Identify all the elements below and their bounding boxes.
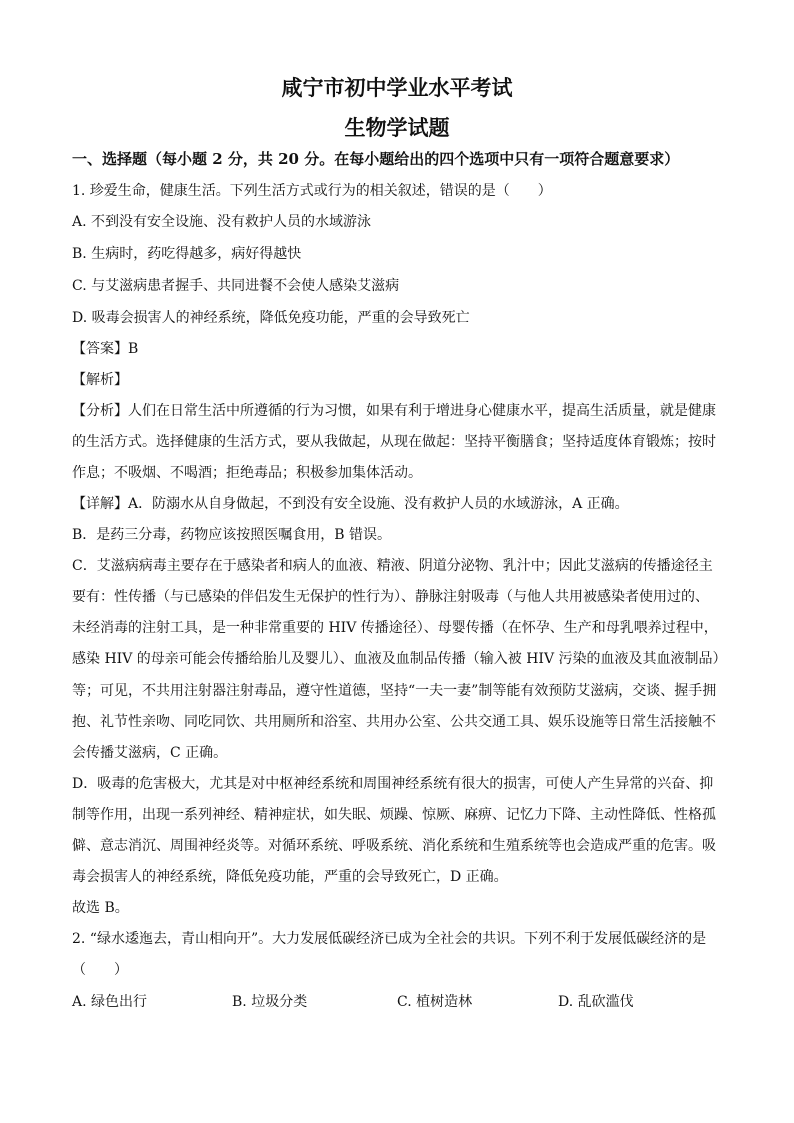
question-1-option-c: C. 与艾滋病患者握手、共同进餐不会使人感染艾滋病 xyxy=(72,278,400,294)
question-1-stem: 1. 珍爱生命，健康生活。下列生活方式或行为的相关叙述，错误的是（ ） xyxy=(72,183,552,199)
explanation-line: 未经消毒的注射工具，是一种非常重要的 HIV 传播途径）、母婴传播（在怀孕、生产和母乳喂养过程中， xyxy=(72,620,718,636)
question-1-option-a: A. 不到没有安全设施、没有救护人员的水域游泳 xyxy=(72,214,372,230)
answer-line xyxy=(72,340,724,358)
question-2-stem: 2. “绿水逶迤去，青山相向开”。大力发展低碳经济已成为全社会的共识。下列不利于发展低碳经济的是 xyxy=(72,931,707,947)
exam-subtitle: 生物学试题 xyxy=(344,115,450,140)
explanation-line: C．艾滋病病毒主要存在于感染者和病人的血液、精液、阴道分泌物、乳汁中；因此艾滋病的传播途径主 xyxy=(72,558,713,574)
exam-title: 咸宁市初中学业水平考试 xyxy=(281,75,513,100)
explanation-line: 【分析】人们在日常生活中所遵循的行为习惯，如果有利于增进身心健康水平，提高生活质量，就是健康 xyxy=(72,403,716,419)
explanation-line: 制等作用，出现一系列神经、精神症状，如失眠、烦躁、惊厥、麻痹、记忆力下降、主动性降低、性格孤 xyxy=(72,807,716,823)
question-2-option-b: B. 垃圾分类 xyxy=(232,994,308,1010)
explanation-line: 毒会损害人的神经系统，降低免疫功能，严重的会导致死亡，D 正确。 xyxy=(72,869,508,885)
answer-value: B xyxy=(128,341,139,357)
explanation-line: 的生活方式。选择健康的生活方式，要从我做起，从现在做起：坚持平衡膳食；坚持适度体育锻炼；按时 xyxy=(72,434,716,450)
explanation-line: 作息；不吸烟、不喝酒；拒绝毒品；积极参加集体活动。 xyxy=(72,465,422,481)
explanation-line: 会传播艾滋病，C 正确。 xyxy=(72,745,228,761)
explanation-line: B．是药三分毒，药物应该按照医嘱食用，B 错误。 xyxy=(72,527,392,543)
question-1-option-d: D. 吸毒会损害人的神经系统，降低免疫功能，严重的会导致死亡 xyxy=(72,310,470,326)
explanation-line: 等；可见，不共用注射器注射毒品，遵守性道德，坚持“一夫一妻”制等能有效预防艾滋病，交谈、握手拥 xyxy=(72,683,717,699)
question-1-option-b: B. 生病时，药吃得越多，病好得越快 xyxy=(72,246,302,262)
explanation-line: 抱、礼节性亲吻、同吃同饮、共用厕所和浴室、共用办公室、公共交通工具、娱乐设施等日常生活接触不 xyxy=(72,714,716,730)
answer-tag: 【答案】 xyxy=(72,341,128,357)
section-heading: 一、选择题（每小题 2 分，共 20 分。在每小题给出的四个选项中只有一项符合题意要求） xyxy=(72,150,680,168)
analysis-tag: 【解析】 xyxy=(72,372,128,388)
explanation-line: 僻、意志消沉、周围神经炎等。对循环系统、呼吸系统、消化系统和生殖系统等也会造成严重的危害。吸 xyxy=(72,838,716,854)
explanation-line: D．吸毒的危害极大，尤其是对中枢神经系统和周围神经系统有很大的损害，可使人产生异常的兴奋、抑 xyxy=(72,776,714,792)
question-2-option-c: C. 植树造林 xyxy=(397,994,473,1010)
question-2-option-d: D. 乱砍滥伐 xyxy=(558,994,634,1010)
explanation-line: 感染 HIV 的母亲可能会传播给胎儿及婴儿）、血液及血制品传播（输入被 HIV 污染的血液及其血液制品） xyxy=(72,651,727,667)
explanation-line: 【详解】A．防溺水从自身做起，不到没有安全设施、没有救护人员的水域游泳，A 正确。 xyxy=(72,496,629,512)
question-2-option-a: A. 绿色出行 xyxy=(72,994,148,1010)
conclusion-line: 故选 B。 xyxy=(72,900,129,916)
explanation-line: 要有：性传播（与已感染的伴侣发生无保护的性行为）、静脉注射吸毒（与他人共用被感染者使用过的、 xyxy=(72,589,709,605)
question-2-answer-bracket: （ ） xyxy=(72,962,128,978)
